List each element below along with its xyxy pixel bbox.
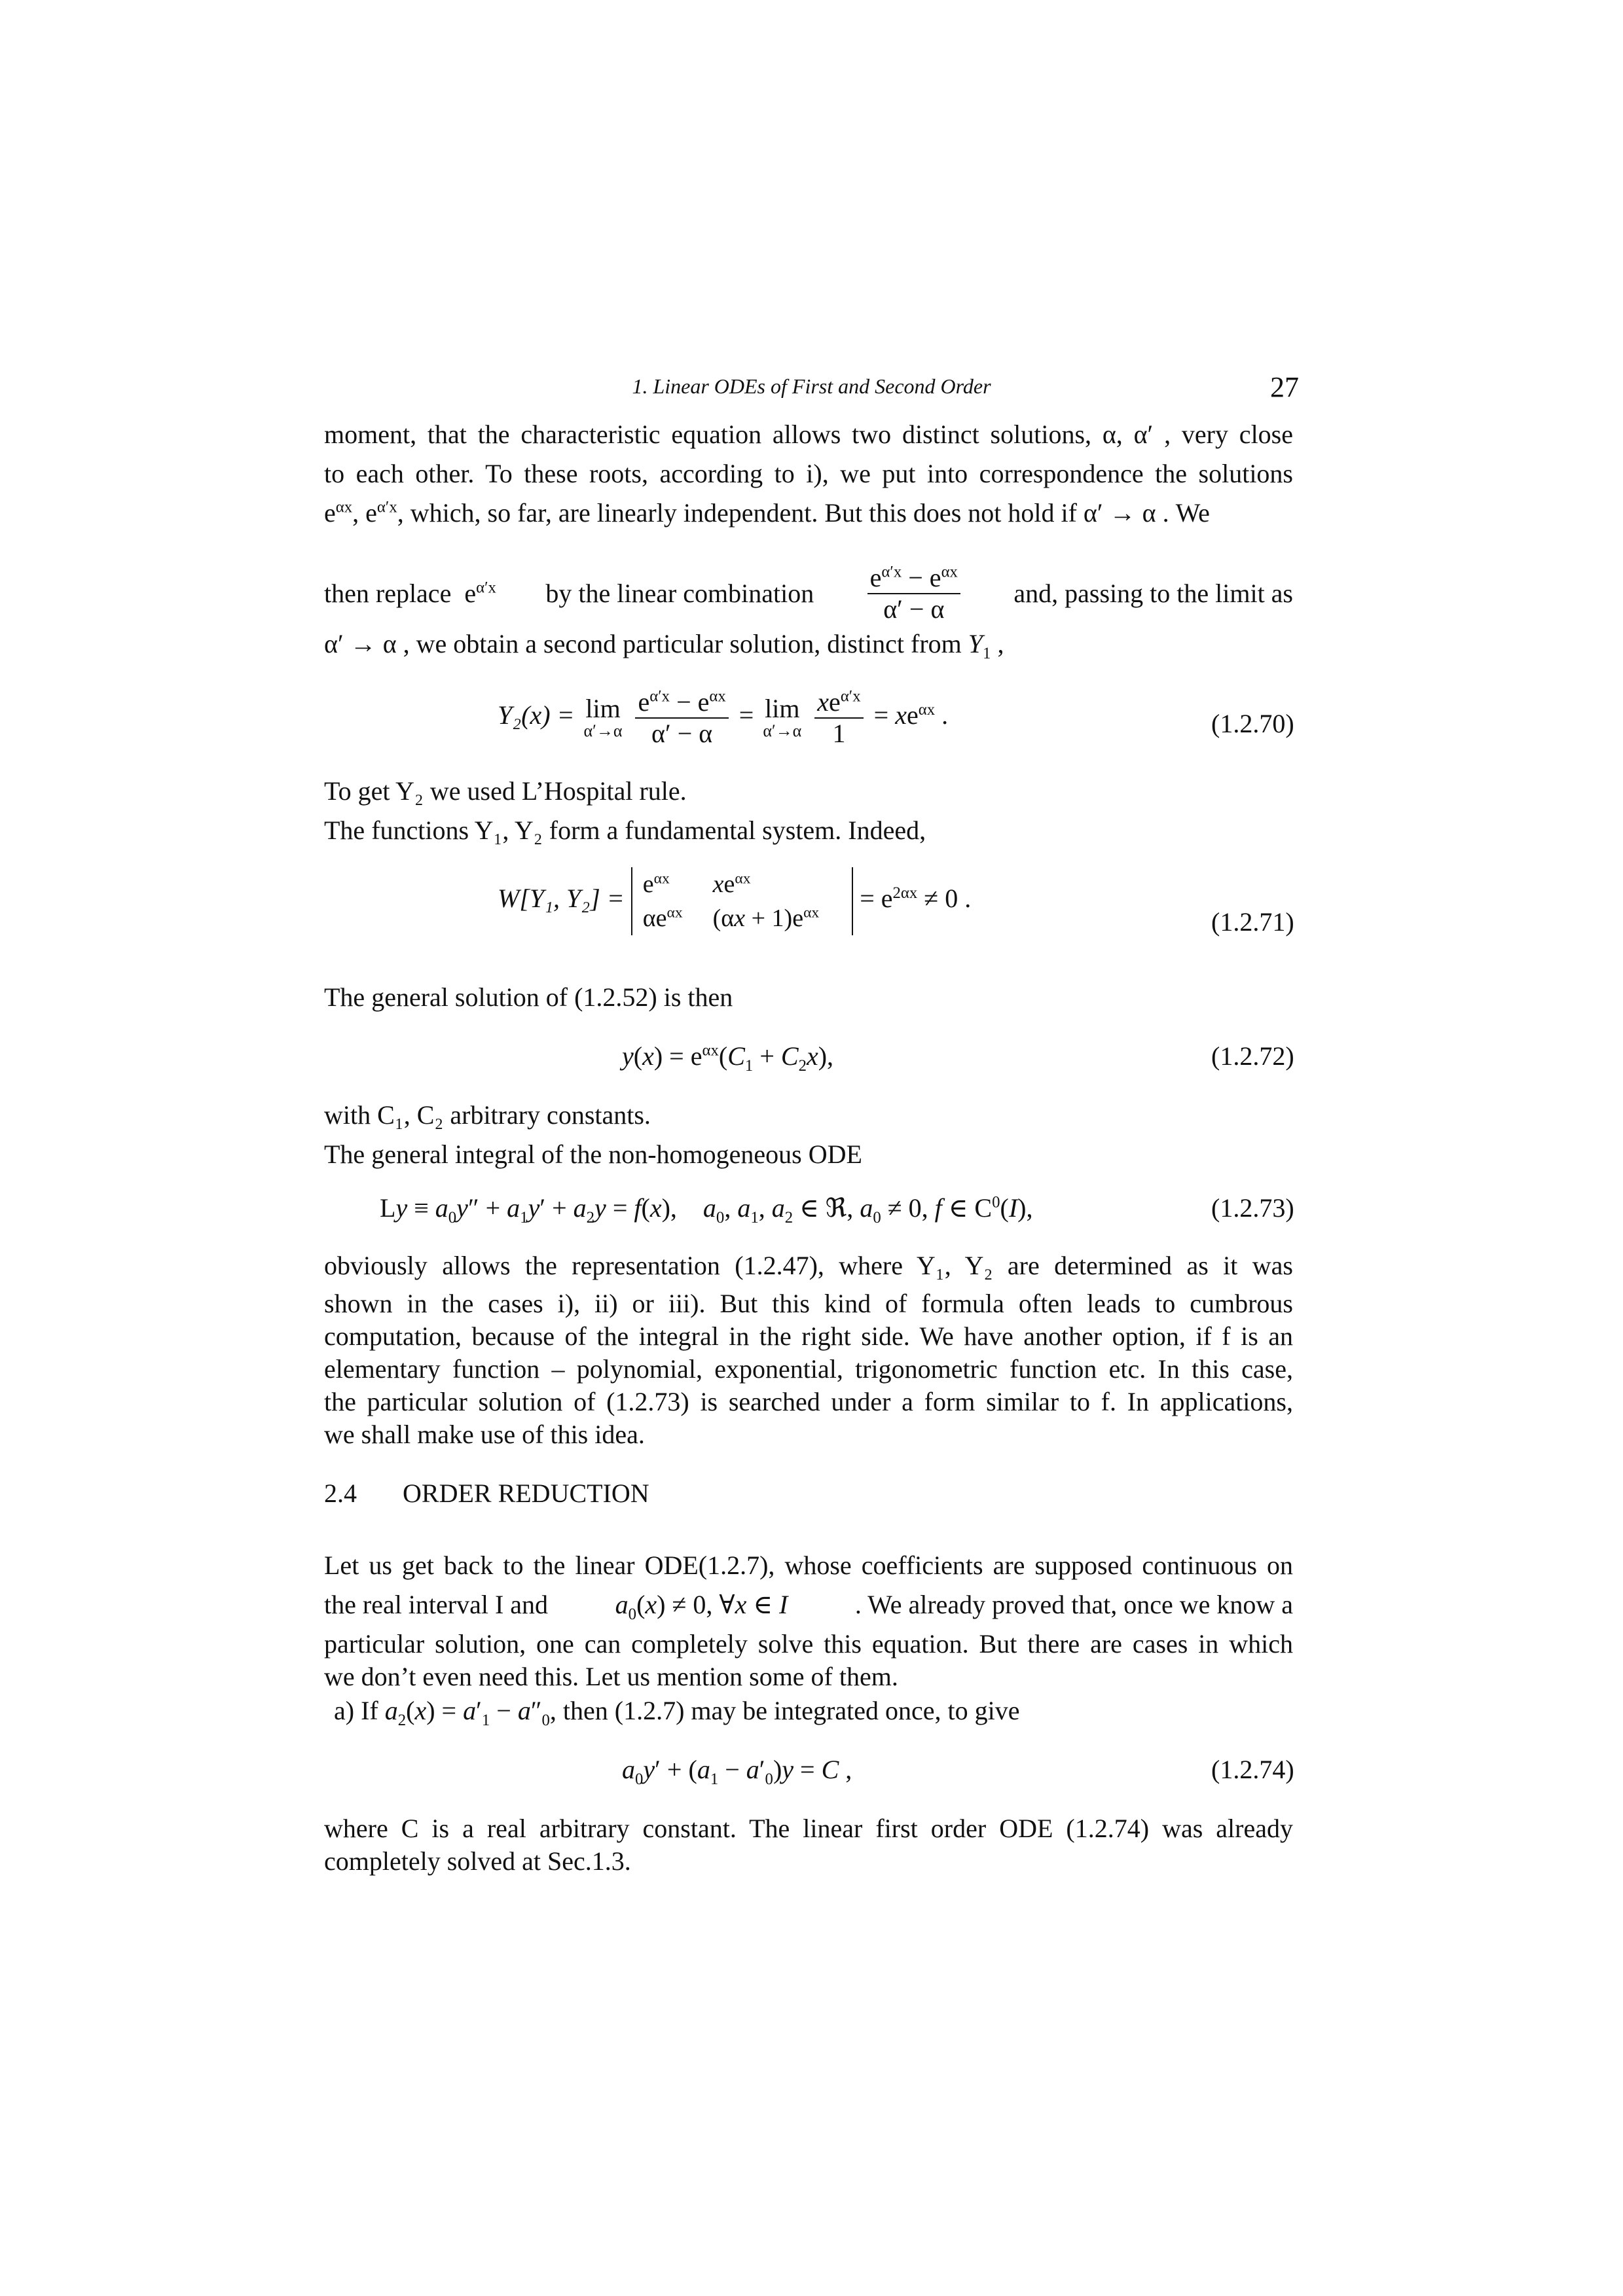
text-fragment: the real interval I and (324, 1590, 549, 1619)
text-line: Let us get back to the linear ODE(1.2.7), whose coefficients are supposed continuous on (324, 1551, 1293, 1580)
text-line: The general solution of (1.2.52) is then (324, 982, 733, 1012)
determinant: $e^{\alpha x}$ $xe^{\alpha x}$ $\alpha e^{\alpha x}$ $(\alpha x + 1)e^{\alpha x}$ (631, 867, 853, 935)
page-number: 27 (1270, 371, 1299, 403)
text-line: a) If $a_2(x) = a'_1 - a''_0$, then (1.2.7) may be integrated once, to give (334, 1696, 1020, 1729)
text-line: the real interval I and $a_0(x) \ne 0$, ∀x ∈ I . We already proved that, once we know a (324, 1590, 1293, 1623)
equation-1-2-74: $a_0y' + (a_1 - a'_0)y = C$ , (622, 1755, 852, 1788)
text-line: where C is a real arbitrary constant. The linear first order ODE (1.2.74) was already (324, 1814, 1293, 1843)
text-line: The general integral of the non-homogeneous ODE (324, 1139, 862, 1169)
equation-number: (1.2.70) (1211, 709, 1294, 738)
equation-1-2-72: $y(x) = e^{\alpha x}(C_1 + C_2x)$, (622, 1041, 834, 1075)
text-line: completely solved at Sec.1.3. (324, 1846, 631, 1876)
text-line: elementary function – polynomial, exponential, trigonometric function etc. In this case, (324, 1354, 1293, 1384)
text-line: The functions Y₁, Y₂ form a fundamental system. Indeed, (324, 816, 926, 845)
text-line: To get Y₂ we used L’Hospital rule. (324, 776, 687, 806)
text-line: $e^{\alpha x}$, $e^{\alpha'x}$, which, so far, are linearly independent. But this does not hold if α′ → α . We (324, 498, 1210, 528)
text-fragment: and, passing to the limit as (1013, 579, 1293, 608)
equation-1-2-70: Y₂(x) = lim α′→α $\frac{e^{\alpha'x} - e^{\alpha x}}{\alpha' - \alpha}$ = lim α′→α $\frac{xe^{\alpha'x}}{1}$ = $xe^{\alpha x}$ . (498, 687, 949, 748)
text-line: then replace $e^{\alpha'x}$ by the linear combination $\frac{e^{\alpha'x} - e^{\alpha x}}{\alpha' - \alpha}$ and, passing to the limit as (324, 563, 1293, 624)
text-fragment: then replace (324, 579, 452, 608)
equation-number: (1.2.72) (1211, 1041, 1294, 1071)
text-fragment: , which, so far, are linearly independent. But this does not hold if α′ → α . We (397, 498, 1210, 528)
section-title: ORDER REDUCTION (403, 1479, 649, 1508)
equation-number: (1.2.74) (1211, 1755, 1294, 1784)
equation-1-2-71: W[Y₁, Y₂] = $e^{\alpha x}$ $xe^{\alpha x}$ $\alpha e^{\alpha x}$ $(\alpha x + 1)e^{\alpha x}$ = $e^{2\alpha x} \ne 0$ . (498, 867, 971, 935)
text-line: obviously allows the representation (1.2.47), where Y₁, Y₂ are determined as it was (324, 1251, 1293, 1280)
text-fragment: , then (1.2.7) may be integrated once, to give (549, 1696, 1020, 1725)
fraction: $\frac{xe^{\alpha'x}}{1}$ (814, 687, 863, 749)
equation-1-2-73: $Ly \equiv a_0y'' + a_1y' + a_2y = f(x)$, $a_0$, $a_1$, $a_2$ ∈ ℜ, $a_0 \ne 0$, f ∈ $C^0(I)$, (380, 1193, 1033, 1227)
equation-number: (1.2.73) (1211, 1193, 1294, 1223)
text-line: we don’t even need this. Let us mention some of them. (324, 1662, 898, 1691)
text-fragment: . We already proved that, once we know a (854, 1590, 1293, 1619)
equation-number: (1.2.71) (1211, 907, 1294, 937)
text-line: moment, that the characteristic equation allows two distinct solutions, α, α′ , very close (324, 420, 1293, 449)
text-line: α′ → α , we obtain a second particular solution, distinct from $Y_1$ , (324, 629, 1004, 662)
section-number: 2.4 (324, 1479, 357, 1508)
running-header: 1. Linear ODEs of First and Second Order (632, 374, 991, 398)
text-line: the particular solution of (1.2.73) is searched under a form similar to f. In applications, (324, 1387, 1293, 1416)
text-line: we shall make use of this idea. (324, 1420, 645, 1449)
text-fragment: a) If (334, 1696, 378, 1725)
section-heading (324, 1478, 649, 1509)
text-fragment: α′ → α , we obtain a second particular solution, distinct from (324, 629, 962, 658)
text-line: particular solution, one can completely solve this equation. But there are cases in which (324, 1629, 1293, 1659)
fraction: $\frac{e^{\alpha'x} - e^{\alpha x}}{\alpha' - \alpha}$ (635, 687, 728, 749)
text-line: computation, because of the integral in the right side. We have another option, if f is an (324, 1321, 1293, 1351)
fraction: $\frac{e^{\alpha'x} - e^{\alpha x}}{\alpha' - \alpha}$ (867, 563, 960, 624)
text-line: with C₁, C₂ arbitrary constants. (324, 1100, 651, 1130)
text-line: to each other. To these roots, according to i), we put into correspondence the solutions (324, 459, 1293, 488)
limit: lim α′→α (763, 694, 802, 740)
text-line: shown in the cases i), ii) or iii). But this kind of formula often leads to cumbrous (324, 1289, 1293, 1318)
text-fragment: by the linear combination (545, 579, 814, 608)
limit: lim α′→α (583, 694, 623, 740)
